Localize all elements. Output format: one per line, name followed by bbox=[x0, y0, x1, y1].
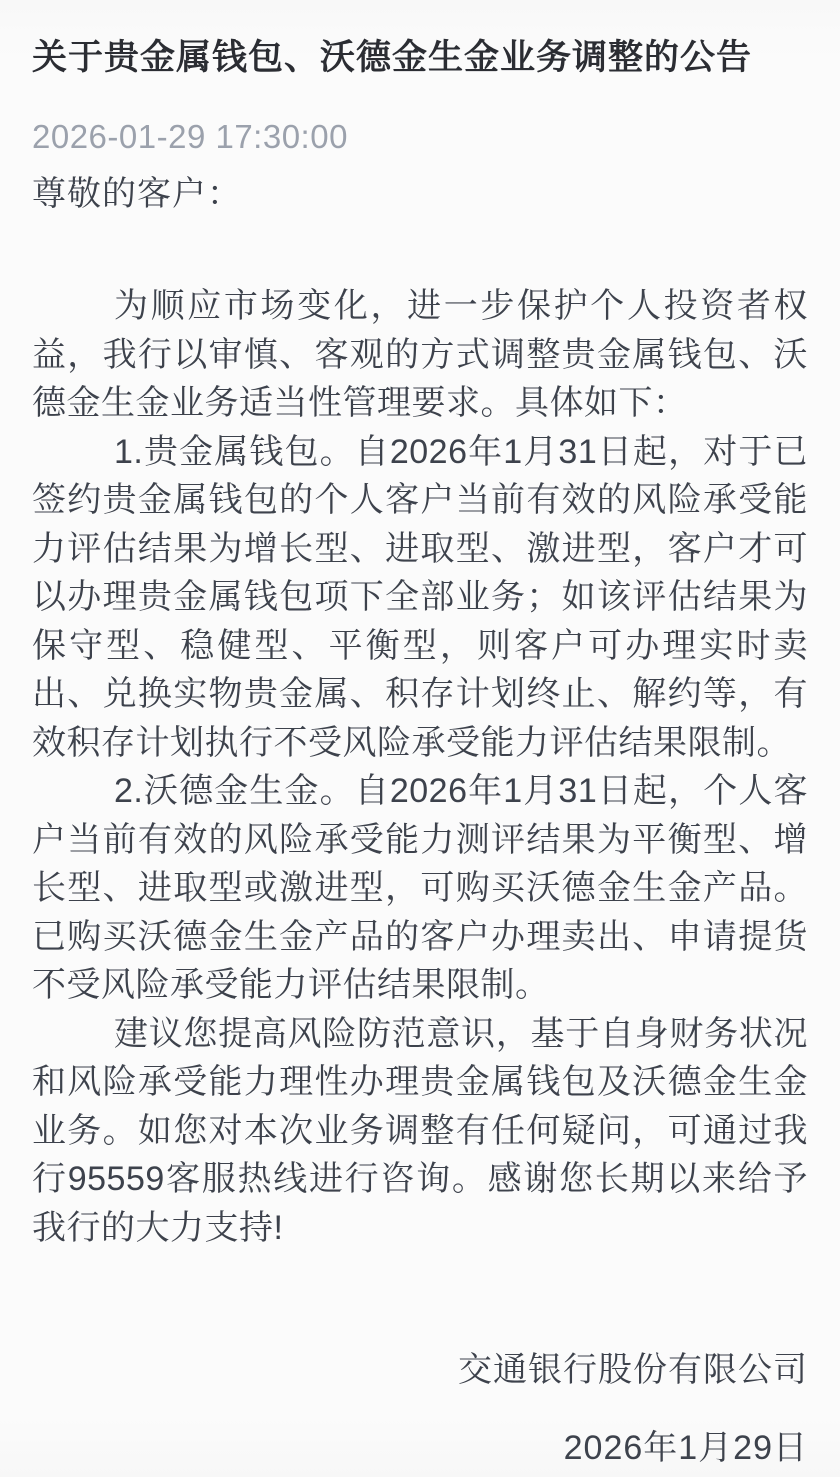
announcement-body bbox=[32, 282, 808, 1252]
signature-company: 交通银行股份有限公司 bbox=[458, 1351, 808, 1390]
publish-timestamp: 2026-01-29 17:30:00 bbox=[32, 117, 348, 155]
salutation: 尊敬的客户： bbox=[32, 175, 242, 214]
page-title: 关于贵金属钱包、沃德金生金业务调整的公告 bbox=[32, 38, 753, 77]
paragraph-precious-metal-wallet: 1.贵金属钱包。自2026年1月31日起，对于已签约贵金属钱包的个人客户当前有效的风险承受能力评估结果为增长型、进取型、激进型，客户才可以办理贵金属钱包项下全部业务；如该评估结果为保守型、稳健型、平衡型，则客户可办理实时卖出、兑换实物贵金属、积存计划终止、解约等，有效积存计划执行不受风险承受能力评估结果限制。 bbox=[32, 432, 808, 762]
paragraph-advice: 建议您提高风险防范意识，基于自身财务状况和风险承受能力理性办理贵金属钱包及沃德金生金业务。如您对本次业务调整有任何疑问，可通过我行95559客服热线进行咨询。感谢您长期以来给予我行的大力支持! bbox=[32, 1014, 808, 1247]
paragraph-wode-gold: 2.沃德金生金。自2026年1月31日起，个人客户当前有效的风险承受能力测评结果为平衡型、增长型、进取型或激进型，可购买沃德金生金产品。已购买沃德金生金产品的客户办理卖出、申请提货不受风险承受能力评估结果限制。 bbox=[32, 772, 808, 1005]
paragraph-intro: 为顺应市场变化，进一步保护个人投资者权益，我行以审慎、客观的方式调整贵金属钱包、沃德金生金业务适当性管理要求。具体如下： bbox=[32, 287, 808, 423]
signature-date: 2026年1月29日 bbox=[563, 1429, 808, 1468]
signature-block bbox=[32, 1352, 808, 1466]
